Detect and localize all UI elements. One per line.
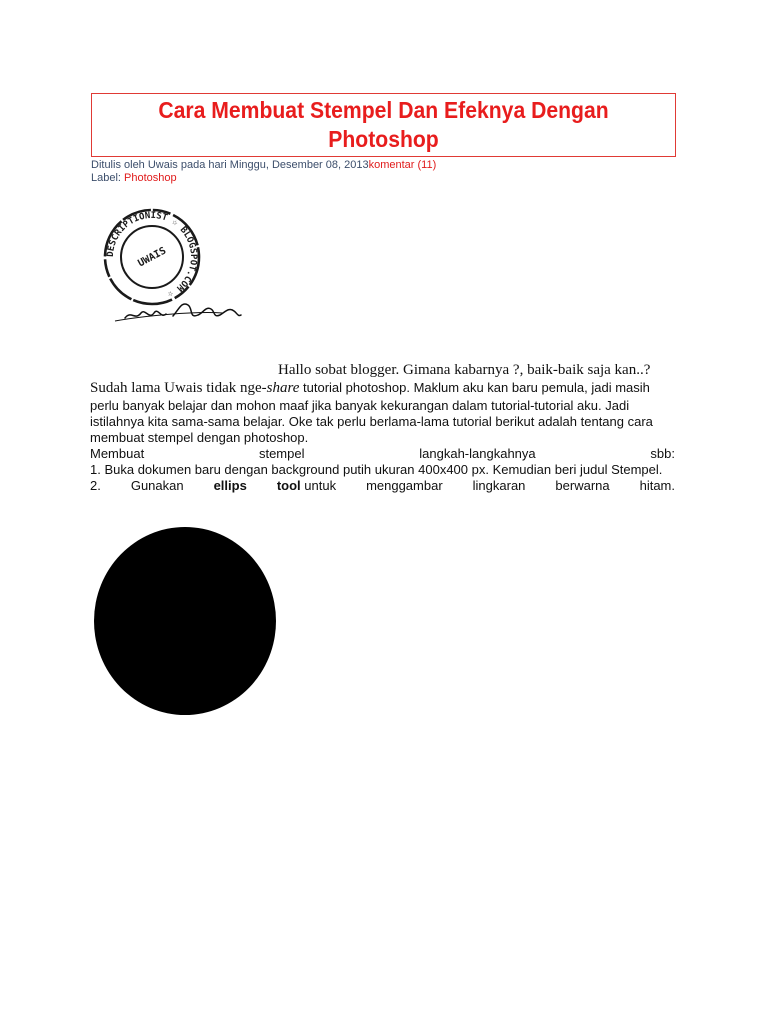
step-2 [90, 478, 675, 494]
step-2-tool-phrase [277, 478, 336, 494]
intro-italic-share: share [266, 380, 300, 396]
signature-underline [115, 313, 223, 321]
intro-line-5: membuat stempel dengan photoshop. [90, 430, 309, 445]
step-2-word: Gunakan [130, 478, 184, 493]
step-2-bold-tool: tool [276, 478, 301, 493]
byline-text: Ditulis oleh Uwais pada hari Minggu, Desember 08, 2013 [91, 159, 369, 171]
intro-line-2-rest: tutorial photoshop. Maklum aku kan baru pemula, jadi masih [299, 380, 650, 395]
step-2-word: lingkaran [472, 478, 526, 493]
stamp-image [103, 197, 246, 331]
black-circle-image [94, 527, 276, 715]
intro-line-3: perlu banyak belajar dan mohon maaf jika banyak kekurangan dalam tutorial-tutorial aku. Jadi [90, 398, 630, 413]
step-2-word-untuk: untuk [304, 478, 337, 493]
step-2-word: berwarna [555, 478, 610, 493]
steps-heading-word: sbb: [650, 446, 675, 461]
label-link-photoshop[interactable]: Photoshop [124, 172, 177, 184]
step-2-bold-ellips: ellips [213, 478, 247, 493]
post-label [91, 172, 177, 185]
stamp-center-text: UWAIS [136, 245, 169, 270]
intro-serif-part: Sudah lama Uwais tidak nge- [90, 380, 267, 396]
steps-heading-word: stempel [258, 446, 305, 461]
step-1: 1. Buka dokumen baru dengan background putih ukuran 400x400 px. Kemudian beri judul Stempel. [90, 462, 663, 477]
comments-link[interactable]: komentar (11) [368, 159, 437, 171]
intro-line-1: Hallo sobat blogger. Gimana kabarnya ?, baik-baik saja kan..? [278, 362, 651, 378]
step-2-number: 2. [90, 478, 101, 493]
post-byline [91, 159, 436, 172]
step-2-word: menggambar [366, 478, 443, 493]
label-prefix: Label: [91, 172, 125, 184]
step-2-word: hitam. [639, 478, 675, 493]
stamp-ring-text: DESCRIPTIONIST ☆ BLOGSPOT.COM ☆ [105, 210, 199, 300]
title-box [91, 93, 676, 157]
signature-scribble [125, 304, 241, 318]
intro-line-4: istilahnya kita sama-sama belajar. Oke tak perlu berlama-lama tutorial berikut adalah tentang cara [90, 414, 653, 429]
intro-line-2 [90, 380, 675, 396]
steps-heading-word: langkah-langkahnya [419, 446, 536, 461]
steps-heading [90, 446, 675, 462]
steps-heading-word: Membuat [90, 446, 145, 461]
post-title: Cara Membuat Stempel Dan Efeknya Dengan Photoshop [158, 97, 609, 152]
